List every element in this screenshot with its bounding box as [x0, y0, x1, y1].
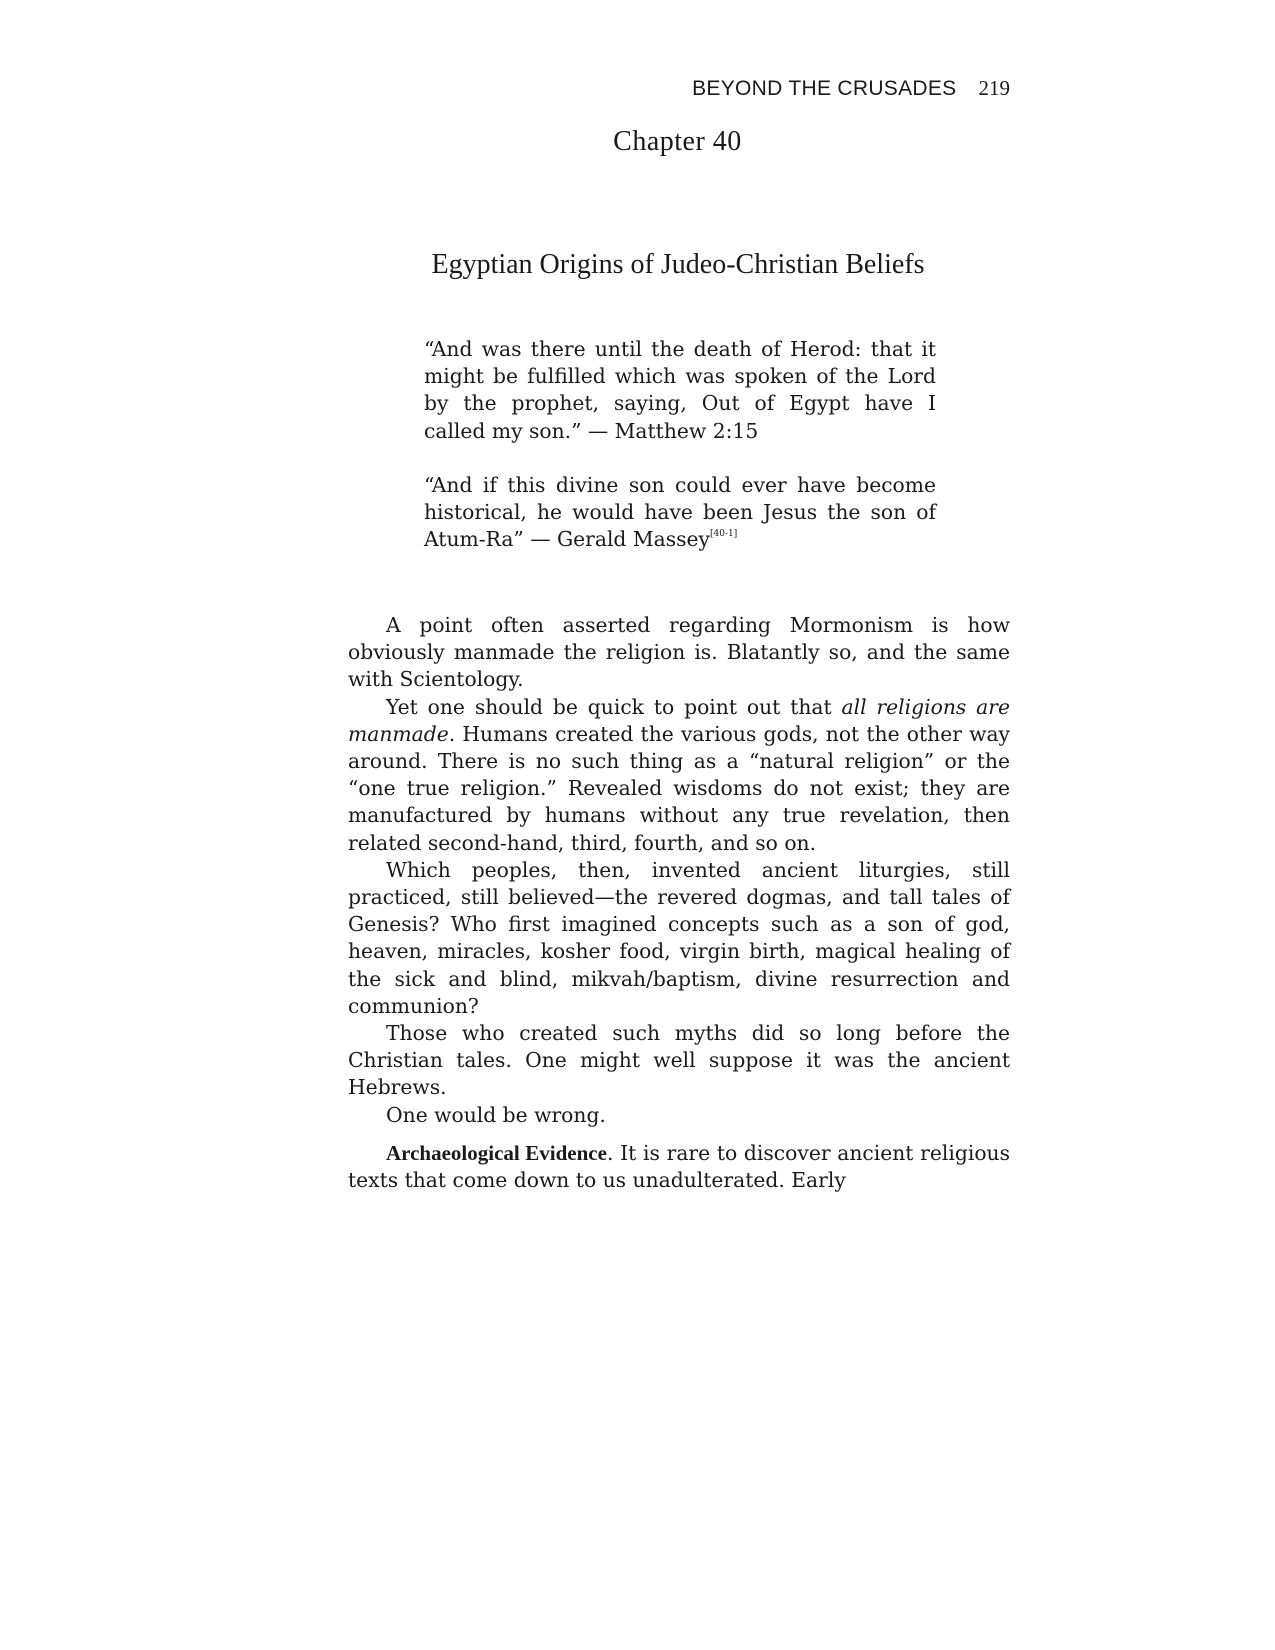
- epigraph-text: “And if this divine son could ever have become historical, he would have been Jesus the son of Atum-Ra” — Gerald Massey: [424, 472, 936, 552]
- body-text: [348, 612, 1010, 1194]
- running-head-title: BEYOND THE CRUSADES: [692, 77, 957, 100]
- paragraph-text: Yet one should be quick to point out that: [386, 694, 842, 719]
- run-in-heading: Archaeological Evidence: [386, 1140, 607, 1165]
- epigraphs: [424, 336, 936, 580]
- paragraph-those-who-created: Those who created such myths did so long before the Christian tales. One might well suppose it was the ancient Hebrews.: [348, 1021, 1010, 1100]
- chapter-title: Egyptian Origins of Judeo-Christian Beliefs: [431, 248, 925, 280]
- epigraph-text: “And was there until the death of Herod: that it might be fulfilled which was spoken of the Lord by the prophet, saying, Out of Egypt have I called my son.” — Matthew 2:15: [424, 337, 936, 443]
- page-number: 219: [978, 76, 1010, 100]
- paragraph-mormonism: A point often asserted regarding Mormonism is how obviously manmade the religion is. Blatantly so, and the same with Scientology.: [348, 613, 1010, 692]
- emphasis-text: all religions are manmade: [348, 694, 1010, 746]
- paragraph-one-would-be-wrong: One would be wrong.: [386, 1102, 606, 1127]
- epigraph-massey: [424, 472, 936, 554]
- paragraph-text: . It is rare to discover ancient religious texts that come down to us unadulterated. Early: [348, 1140, 1011, 1193]
- paragraph-text: . Humans created the various gods, not the other way around. There is no such thing as a “natural religion” or the “one true religion.” Revealed wisdoms do not exist; they are manufactured by humans without any true revelation, then related second-hand, third, fourth, and so on.: [348, 721, 1010, 855]
- paragraph-manmade: [348, 694, 1010, 857]
- paragraph-archaeological-evidence: [348, 1140, 1010, 1194]
- chapter-label: Chapter 40: [613, 126, 742, 157]
- running-head: [0, 74, 1010, 103]
- paragraph-which-peoples: Which peoples, then, invented ancient liturgies, still practiced, still believed—the revered dogmas, and tall tales of Genesis? Who first imagined concepts such as a son of god, heaven, miracles, kosher food, virgin birth, magical healing of the sick and blind, mikvah/baptism, divine resurrection and communion?: [348, 857, 1010, 1018]
- epigraph-matthew: [424, 336, 936, 445]
- footnote-marker: [40-1]: [710, 529, 738, 540]
